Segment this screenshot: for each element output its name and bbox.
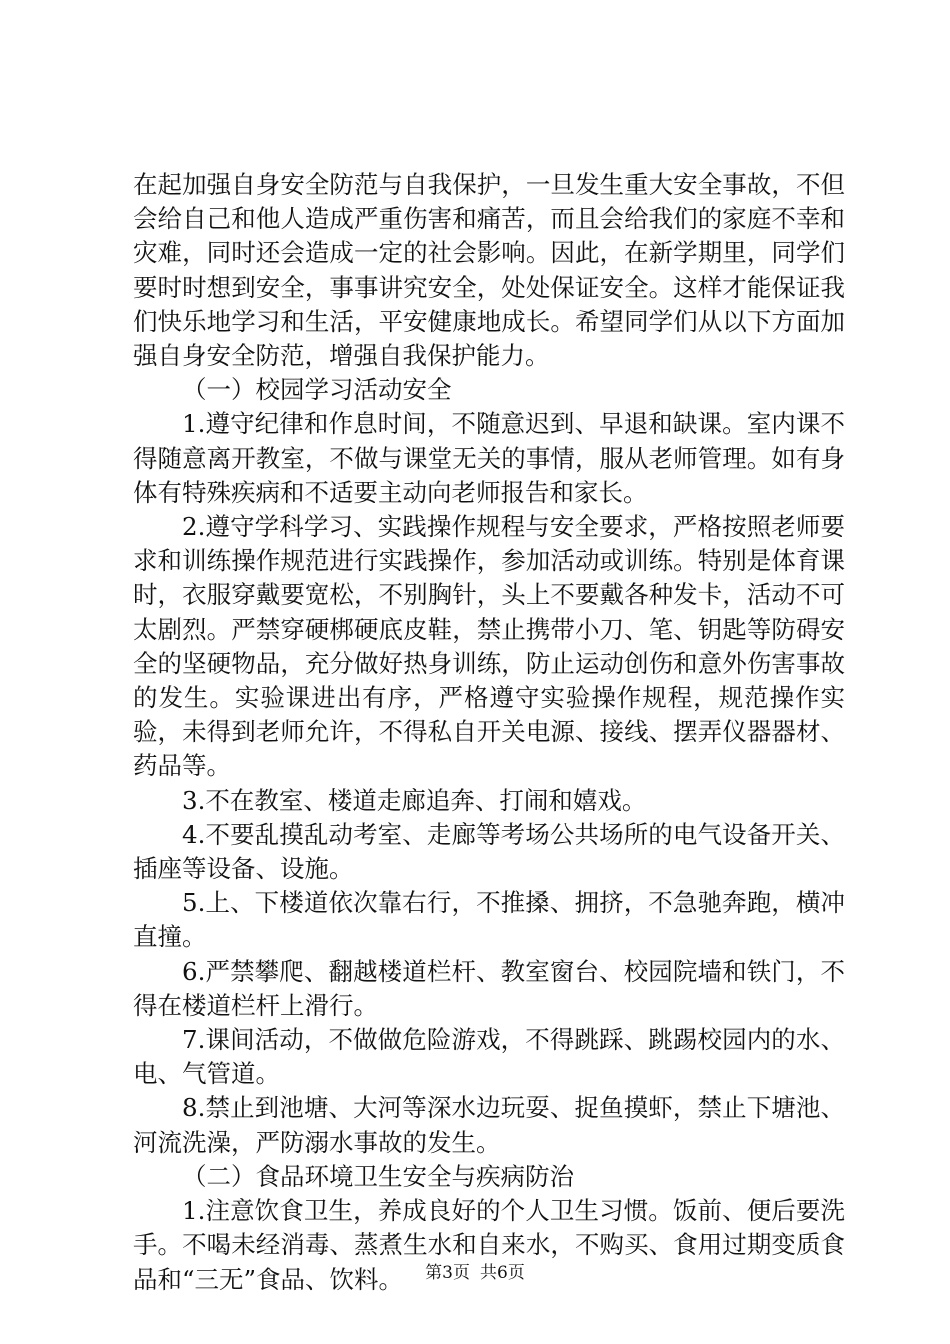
list-item-8: 8.禁止到池塘、大河等深水边玩耍、捉鱼摸虾，禁止下塘池、河流洗澡，严防溺水事故的发生。	[133, 1093, 845, 1157]
list-item-2: 2.遵守学科学习、实践操作规程与安全要求，严格按照老师要求和训练操作规范进行实践操作，参加活动或训练。特别是体育课时，衣服穿戴要宽松，不别胸针，头上不要戴各种发卡，活动不可太剧烈。严禁穿硬梆硬底皮鞋，禁止携带小刀、笔、钥匙等防碍安全的坚硬物品，充分做好热身训练，防止运动创伤和意外伤害事故的发生。实验课进出有序，严格遵守实验操作规程，规范操作实验，未得到老师允许，不得私自开关电源、接线、摆弄仪器器材、药品等。	[133, 512, 845, 781]
list-item-7: 7.课间活动，不做做危险游戏，不得跳踩、跳踢校园内的水、电、气管道。	[133, 1025, 845, 1089]
page-footer	[0, 1262, 950, 1284]
list-item-4: 4.不要乱摸乱动考室、走廊等考场公共场所的电气设备开关、插座等设备、设施。	[133, 819, 845, 884]
list-item-5: 5.上、下楼道依次靠右行，不推搡、拥挤，不急驰奔跑，横冲直撞。	[133, 888, 845, 952]
list-item-6: 6.严禁攀爬、翻越楼道栏杆、教室窗台、校园院墙和铁门，不得在楼道栏杆上滑行。	[133, 956, 845, 1020]
list-item-food-1: 1.注意饮食卫生，养成良好的个人卫生习惯。饭前、便后要洗手。不喝未经消毒、蒸煮生水和自来水，不购买、食用过期变质食品和“三无”食品、饮料。	[133, 1196, 845, 1294]
section-heading-campus-safety: （一）校园学习活动安全	[182, 375, 452, 405]
page-total: 共6页	[480, 1263, 525, 1283]
page-number: 第3页	[425, 1263, 470, 1283]
document-body	[133, 168, 845, 1297]
list-item-3: 3.不在教室、楼道走廊追奔、打闹和嬉戏。	[182, 785, 647, 815]
paragraph-intro: 在起加强自身安全防范与自我保护，一旦发生重大安全事故，不但会给自己和他人造成严重伤害和痛苦，而且会给我们的家庭不幸和灾难，同时还会造成一定的社会影响。因此，在新学期里，同学们要时时想到安全，事事讲究安全，处处保证安全。这样才能保证我们快乐地学习和生活，平安健康地成长。希望同学们从以下方面加强自身安全防范，增强自我保护能力。	[133, 170, 845, 371]
list-item-1: 1.遵守纪律和作息时间，不随意迟到、早退和缺课。室内课不得随意离开教室，不做与课堂无关的事情，服从老师管理。如有身体有特殊疾病和不适要主动向老师报告和家长。	[133, 409, 845, 507]
section-heading-food-hygiene: （二）食品环境卫生安全与疾病防治	[182, 1161, 574, 1191]
